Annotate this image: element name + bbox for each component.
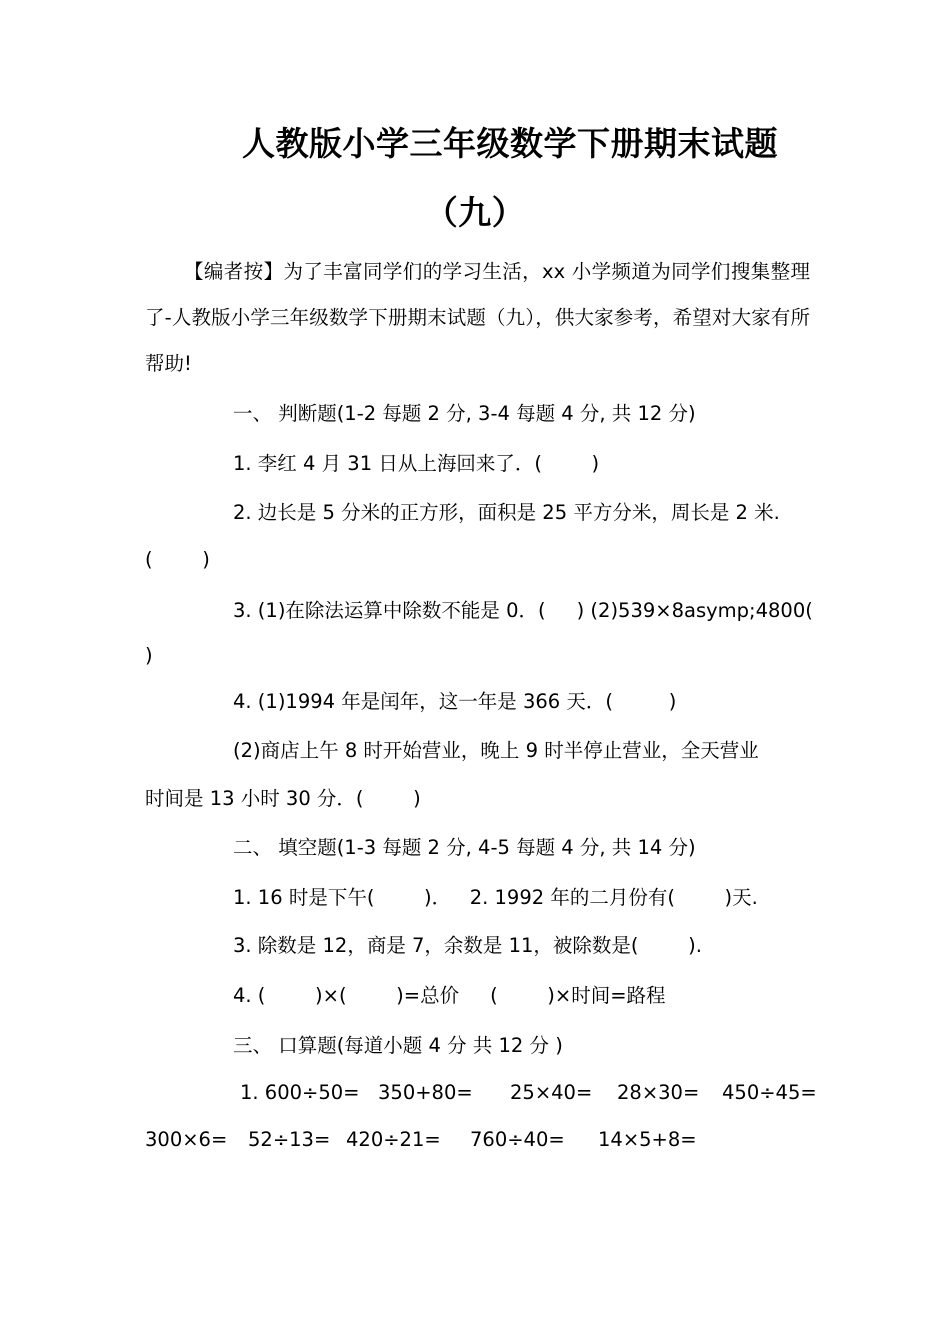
problem: 52÷13= (248, 1128, 331, 1151)
problem: 450÷45= (722, 1081, 817, 1104)
problem: 760÷40= (470, 1128, 565, 1151)
title-line-1: 人教版小学三年级数学下册期末试题 (242, 124, 778, 163)
section2-heading: 二、 填空题(1-3 每题 2 分, 4-5 每题 4 分, 共 14 分) (233, 836, 696, 859)
section1-q2-line1: 2. 边长是 5 分米的正方形，面积是 25 平方分米，周长是 2 米. (233, 501, 780, 524)
section2-q1-q2: 1. 16 时是下午( )． 2. 1992 年的二月份有( )天. (233, 886, 758, 909)
title-line-2: （九） (424, 193, 526, 232)
section1-heading: 一、 判断题(1-2 每题 2 分, 3-4 每题 4 分, 共 12 分) (233, 402, 696, 425)
section1-q2-line2: ( ) (145, 548, 210, 571)
section1-q4: 4. (1)1994 年是闰年，这一年是 366 天．( ) (233, 690, 677, 713)
section1-q1: 1. 李红 4 月 31 日从上海回来了．( ) (233, 452, 600, 475)
problem: 14×5+8= (598, 1128, 697, 1151)
section2-q3: 3. 除数是 12，商是 7，余数是 11，被除数是( ). (233, 934, 702, 957)
problem: 28×30= (617, 1081, 700, 1104)
problem: 25×40= (510, 1081, 593, 1104)
section1-q4-part2-line2: 时间是 13 小时 30 分．( ) (145, 787, 421, 810)
problem: 420÷21= (346, 1128, 441, 1151)
problem: 1. 600÷50= (240, 1081, 360, 1104)
section1-q4-part2-line1: (2)商店上午 8 时开始营业，晚上 9 时半停止营业，全天营业 (233, 739, 759, 762)
section3-heading: 三、 口算题(每道小题 4 分 共 12 分 ) (233, 1034, 563, 1057)
section1-q3-line2: ) (145, 644, 153, 667)
mental-math-row-2 (0, 1127, 950, 1153)
editor-note: 【编者按】为了丰富同学们的学习生活，xx 小学频道为同学们搜集整理了-人教版小学三年级数学下册期末试题（九），供大家参考，希望对大家有所帮助! (145, 260, 810, 375)
problem: 350+80= (378, 1081, 473, 1104)
section2-q4: 4. ( )×( )=总价 ( )×时间=路程 (233, 984, 666, 1007)
section1-q3-line1: 3. (1)在除法运算中除数不能是 0．( ) (2)539×8asymp;4800( (233, 599, 813, 622)
mental-math-row-1 (0, 1080, 950, 1106)
problem: 300×6= (145, 1128, 228, 1151)
